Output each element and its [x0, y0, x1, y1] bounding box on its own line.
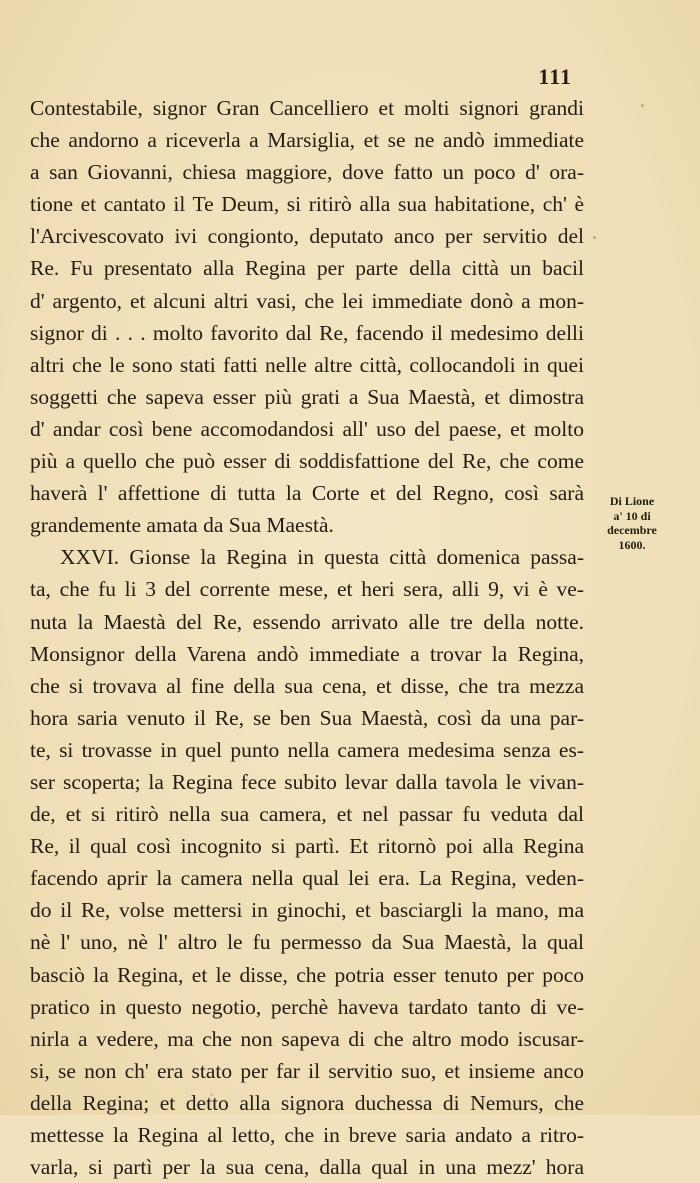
- text-line: altri che le sono stati fatti nelle altre città, collocandoli in quei: [30, 352, 584, 377]
- text-line: do il Re, volse mettersi in ginochi, et basciargli la mano, ma: [30, 898, 584, 923]
- marginal-note-line: 1600.: [618, 537, 646, 552]
- paper-speck: [210, 1093, 213, 1096]
- text-line: grandemente amata da Sua Maestà.: [30, 513, 334, 538]
- text-line: l'Arcivescovato ivi congionto, deputato anco per servitio del: [30, 224, 584, 249]
- text-line: d' argento, et alcuni altri vasi, che lei immediate donò a mon-: [30, 288, 584, 313]
- paper-speck: [593, 236, 596, 239]
- text-line: hora saria venuto il Re, se ben Sua Maestà, così da una par-: [30, 705, 584, 730]
- text-line: che si trovava al fine della sua cena, et disse, che tra mezza: [30, 673, 584, 698]
- text-line: signor di . . . molto favorito dal Re, facendo il medesimo delli: [30, 320, 584, 345]
- text-line: che andorno a riceverla a Marsiglia, et se ne andò immediate: [30, 128, 584, 153]
- text-line: nè l' uno, nè l' altro le fu permesso da Sua Maestà, la qual: [30, 930, 584, 955]
- text-line: nirla a vedere, ma che non sapeva di che altro modo iscusar-: [30, 1026, 584, 1051]
- text-line: mettesse la Regina al letto, che in breve saria andato a ritro-: [30, 1123, 584, 1147]
- text-line: della Regina; et detto alla signora duchessa di Nemurs, che: [30, 1090, 584, 1115]
- text-line: d' andar così bene accomodandosi all' uso del paese, et molto: [30, 416, 584, 441]
- text-line: basciò la Regina, et le disse, che potria esser tenuto per poco: [30, 962, 584, 987]
- text-line: soggetti che sapeva esser più grati a Sua Maestà, et dimostra: [30, 384, 584, 409]
- marginal-note: [591, 494, 673, 552]
- text-line: ser scoperta; la Regina fece subito levar dalla tavola le vivan-: [30, 769, 584, 794]
- text-line: Re. Fu presentato alla Regina per parte della città un bacil: [30, 256, 584, 281]
- text-line: Re, il qual così incognito si partì. Et ritornò poi alla Regina: [30, 834, 584, 859]
- text-line: nuta la Maestà del Re, essendo arrivato alle tre della notte.: [30, 609, 584, 634]
- text-line: ta, che fu li 3 del corrente mese, et heri sera, alli 9, vi è ve-: [30, 577, 584, 602]
- text-line: a san Giovanni, chiesa maggiore, dove fatto un poco d' ora-: [30, 160, 584, 185]
- text-line: facendo aprir la camera nella qual lei era. La Regina, veden-: [30, 866, 584, 891]
- paper-speck: [641, 104, 644, 107]
- text-line: varla, si partì per la sua cena, dalla qual in una mezz' hora: [30, 1155, 584, 1180]
- section-start-line: XXVI. Gionse la Regina in questa città domenica passa-: [60, 545, 584, 570]
- text-line: tione et cantato il Te Deum, si ritirò alla sua habitatione, ch' è: [30, 192, 584, 217]
- text-line: si, se non ch' era stato per far il servitio suo, et insieme anco: [30, 1058, 584, 1083]
- text-line: Contestabile, signor Gran Cancelliero et molti signori grandi: [30, 96, 584, 120]
- marginal-note-line: decembre: [607, 523, 657, 537]
- text-line: de, et si ritirò nella sua camera, et nel passar fu veduta dal: [30, 802, 584, 827]
- text-line: pratico in questo negotio, perchè haveva tardato tanto di ve-: [30, 994, 584, 1019]
- text-line: te, si trovasse in quel punto nella camera medesima senza es-: [30, 737, 584, 762]
- text-line: più a quello che può esser di soddisfattione del Re, che come: [30, 449, 584, 474]
- marginal-note-line: a' 10 di: [613, 508, 651, 523]
- marginal-note-line: Di Lione: [609, 494, 655, 508]
- text-line: haverà l' affettione di tutta la Corte et del Regno, così sarà: [30, 481, 584, 506]
- body-text: [30, 92, 584, 1183]
- text-line: Monsignor della Varena andò immediate a trovar la Regina,: [30, 641, 584, 666]
- page-number: 111: [538, 64, 572, 89]
